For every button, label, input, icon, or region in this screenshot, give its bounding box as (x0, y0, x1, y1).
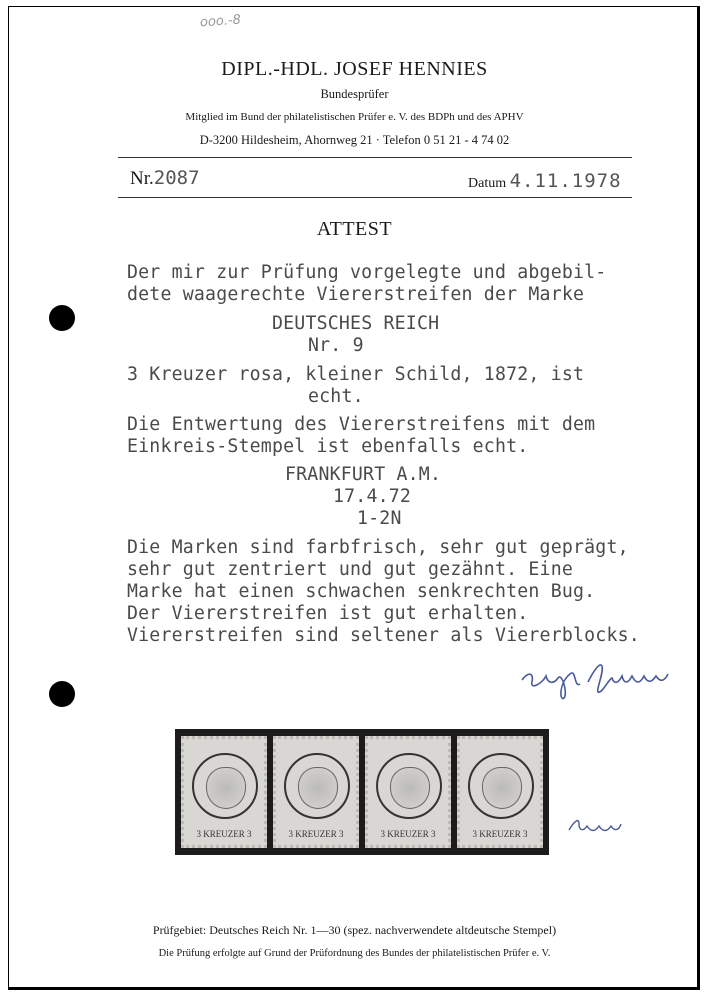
nr-label: Nr. (130, 168, 154, 189)
stamp-value-text: 3 KREUZER 3 (472, 829, 528, 839)
body-line: FRANKFURT A.M. (285, 464, 442, 485)
body-line: Die Entwertung des Viererstreifens mit dem (127, 414, 596, 435)
body-line: 17.4.72 (333, 486, 412, 507)
stamp (365, 736, 451, 848)
eagle-emblem-icon (298, 767, 338, 809)
punch-hole-bottom (49, 681, 75, 707)
body-line: Einkreis-Stempel ist ebenfalls echt. (127, 436, 529, 457)
certificate-number (130, 167, 200, 190)
body-line: 1-2N (357, 508, 402, 529)
body-line: echt. (308, 386, 364, 407)
punch-hole-top (49, 305, 75, 331)
eagle-emblem-icon (390, 767, 430, 809)
stamp-value-text: 3 KREUZER 3 (380, 829, 436, 839)
footer-scope: Prüfgebiet: Deutsches Reich Nr. 1—30 (spez. nachverwendete altdeutsche Stempel) (152, 923, 557, 937)
attest-heading: ATTEST (316, 218, 393, 240)
stamp-value-text: 3 KREUZER 3 (196, 829, 252, 839)
stamp-signature-mark (565, 810, 625, 840)
body-line: Der Viererstreifen ist gut erhalten. (127, 603, 529, 624)
address-line: D-3200 Hildesheim, Ahornweg 21 · Telefon 0 51 21 - 4 74 02 (199, 133, 510, 147)
examiner-name: DIPL.-HDL. JOSEF HENNIES (221, 58, 488, 80)
certificate-date (468, 170, 622, 192)
datum-label: Datum (468, 176, 507, 191)
body-line: Der mir zur Prüfung vorgelegte und abgebil- (127, 262, 607, 283)
membership-line: Mitglied im Bund der philatelistischen Prüfer e. V. des BDPh und des APHV (185, 111, 524, 123)
eagle-emblem-icon (206, 767, 246, 809)
stamp (273, 736, 359, 848)
stamp (181, 736, 267, 848)
eagle-emblem-icon (482, 767, 522, 809)
nr-value: 2087 (153, 167, 200, 189)
body-line: Marke hat einen schwachen senkrechten Bug. (127, 581, 596, 602)
body-line: 3 Kreuzer rosa, kleiner Schild, 1872, ist (127, 364, 585, 385)
footer-basis: Die Prüfung erfolgte auf Grund der Prüfordnung des Bundes der philatelistischen Prüfer e. V. (158, 948, 551, 959)
body-line: sehr gut zentriert und gut gezähnt. Eine (127, 559, 573, 580)
body-line: DEUTSCHES REICH (272, 313, 440, 334)
body-line: Nr. 9 (308, 335, 364, 356)
header-rule-bottom (118, 197, 632, 198)
stamp (457, 736, 543, 848)
header-rule-top (118, 157, 632, 158)
pencil-note: ooo.-8 (199, 12, 242, 31)
stamp-value-text: 3 KREUZER 3 (288, 829, 344, 839)
stamp-strip-photo (175, 729, 549, 855)
body-line: Viererstreifen sind seltener als Viererblocks. (127, 625, 640, 646)
body-line: Die Marken sind farbfrisch, sehr gut geprägt, (127, 537, 629, 558)
examiner-title: Bundesprüfer (320, 87, 389, 101)
datum-value: 4.11.1978 (509, 170, 622, 192)
body-line: dete waagerechte Viererstreifen der Marke (127, 284, 585, 305)
examiner-signature (518, 654, 688, 702)
